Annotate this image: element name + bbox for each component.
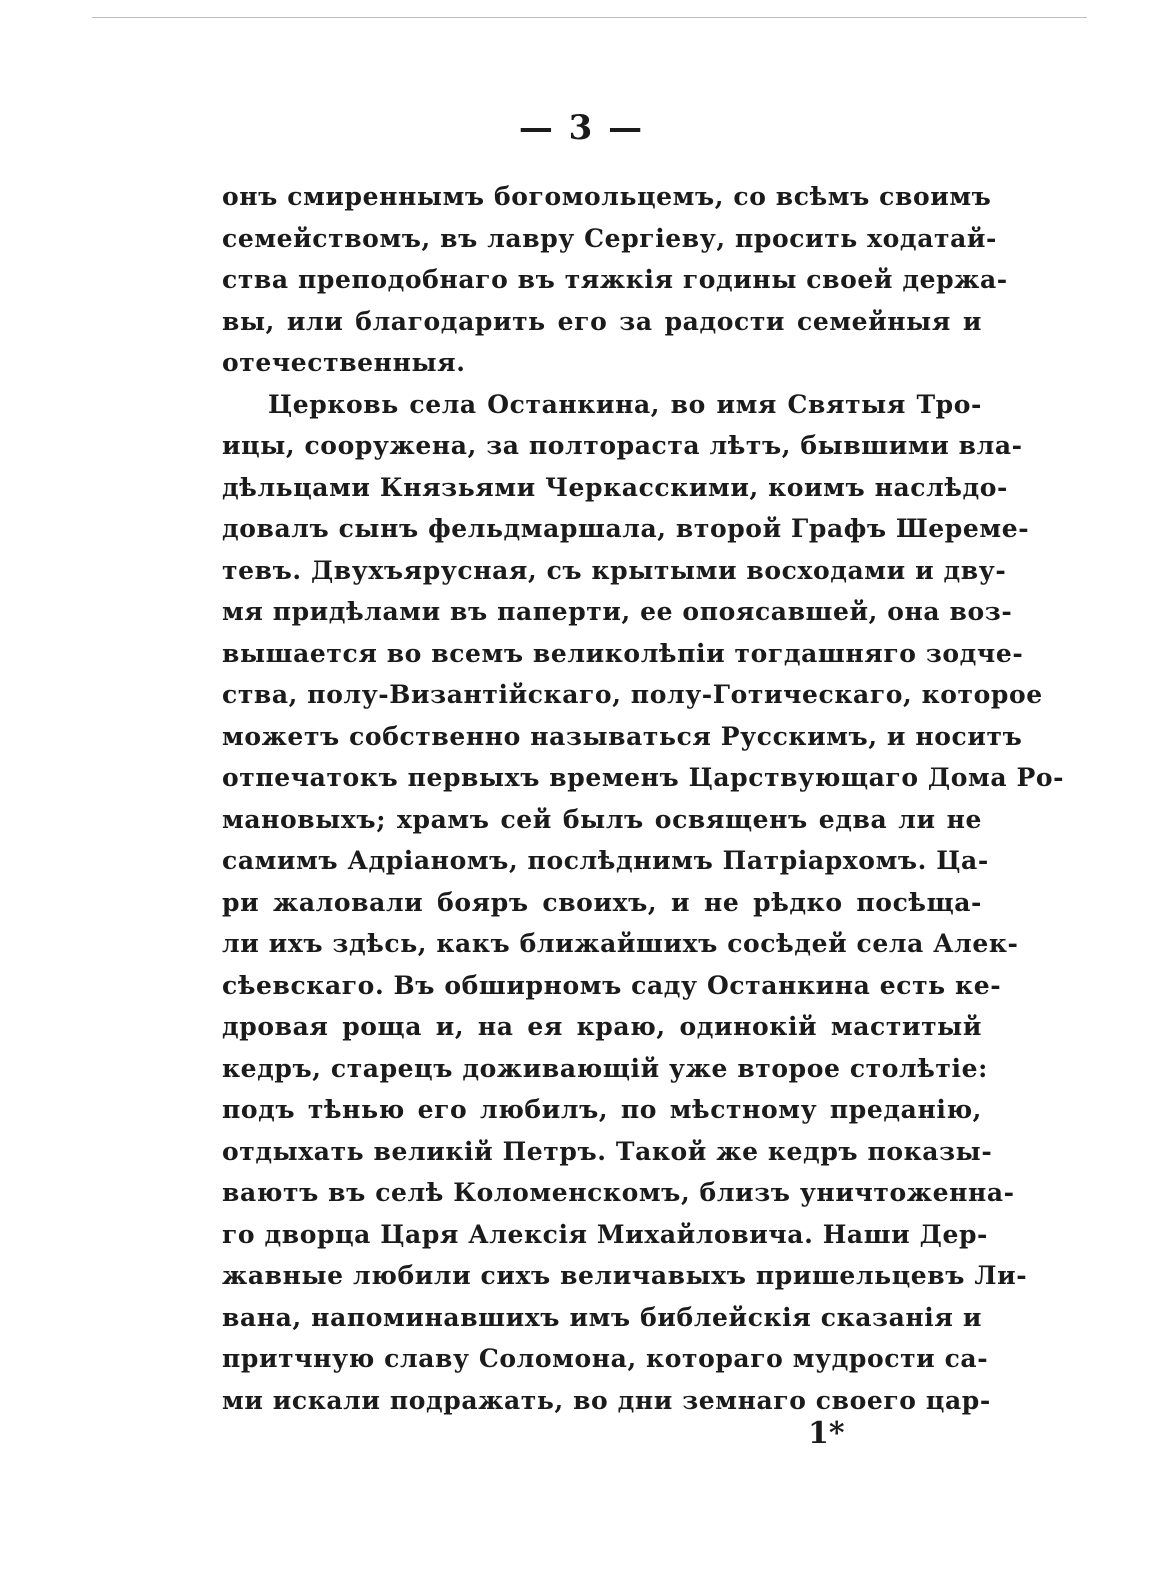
text-line: отпечатокъ первыхъ временъ Царствующаго Дома Ро- [222, 763, 1065, 792]
text-line: можетъ собственно называться Русскимъ, и носитъ [222, 721, 1023, 751]
text-line: жавные любили сихъ величавыхъ пришельцевъ Ли- [222, 1261, 1028, 1290]
text-line: притчную славу Соломона, котораго мудрости са- [222, 1344, 989, 1373]
text-line: семействомъ, въ лавру Сергіеву, просить ходатай- [222, 223, 998, 253]
signature-mark: 1* [808, 1416, 845, 1451]
text-line: кедръ, старецъ доживающій уже второе столѣтіе: [222, 1053, 988, 1083]
text-line: онъ смиреннымъ богомольцемъ, со всѣмъ своимъ [222, 182, 992, 211]
body-text [222, 176, 1065, 1421]
text-line: ицы, сооружена, за полтораста лѣтъ, бывшими вла- [222, 431, 1023, 460]
text-line: ри жаловали бояръ своихъ, и не рѣдко посѣща- [222, 887, 982, 917]
text-line: дровая роща и, на ея краю, одинокій маститый [222, 1012, 982, 1041]
top-rule [92, 17, 1087, 18]
text-line: сѣевскаго. Въ обширномъ саду Останкина есть ке- [222, 970, 1002, 1000]
text-line: вышается во всемъ великолѣпіи тогдашняго зодче- [222, 638, 1024, 668]
text-line: Церковь села Останкина, во имя Святыя Тро- [268, 389, 982, 419]
text-line: подъ тѣнью его любилъ, по мѣстному преданію, [222, 1095, 982, 1124]
text-line: самимъ Адріаномъ, послѣднимъ Патріархомъ. Ца- [222, 846, 989, 875]
text-line: дѣльцами Князьями Черкасскими, коимъ наслѣдо- [222, 472, 1009, 502]
text-line: мя придѣлами въ паперти, ее опоясавшей, она воз- [222, 597, 1013, 626]
text-line: довалъ сынъ фельдмаршала, второй Графъ Шереме- [222, 514, 1030, 543]
text-line: отдыхать великій Петръ. Такой же кедръ показы- [222, 1136, 993, 1166]
text-line: отечественныя. [222, 348, 466, 377]
text-line: го дворца Царя Алексія Михайловича. Наши Дер- [222, 1219, 989, 1249]
text-line: ства преподобнаго въ тяжкія годины своей держа- [222, 265, 1008, 294]
text-line: ства, полу-Византійскаго, полу-Готическаго, которое [222, 680, 1043, 709]
page-number-header: — 3 — [518, 108, 645, 148]
text-line: мановыхъ; храмъ сей былъ освященъ едва ли не [222, 804, 982, 834]
text-line: тевъ. Двухъярусная, съ крытыми восходами и дву- [222, 555, 1007, 585]
text-line: ваютъ въ селѣ Коломенскомъ, близъ уничтоженна- [222, 1178, 1015, 1207]
text-line: вы, или благодарить его за радости семейныя и [222, 306, 982, 336]
text-line: ли ихъ здѣсь, какъ ближайшихъ сосѣдей села Алек- [222, 929, 1019, 958]
text-line: ми искали подражать, во дни земнаго своего цар- [222, 1385, 991, 1415]
text-line: вана, напоминавшихъ имъ библейскія сказанія и [222, 1302, 982, 1332]
